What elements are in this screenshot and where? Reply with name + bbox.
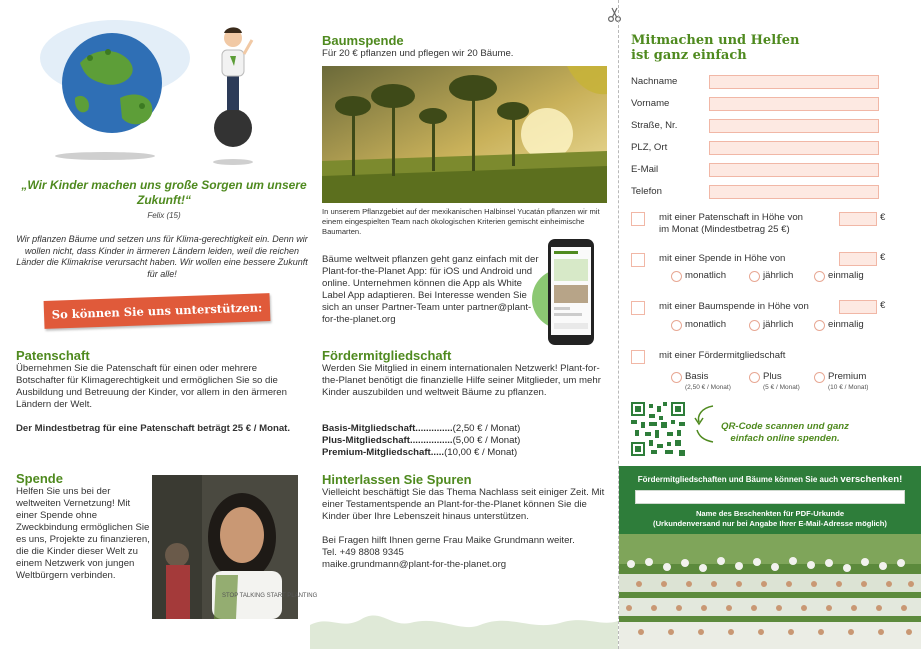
earth-illustration [60,18,280,168]
form-panel [618,0,920,649]
contact-phone: Tel. +49 8808 9345 [322,547,404,558]
contact-block [322,535,612,571]
opt-baum-label: mit einer Baumspende in Höhe von [659,301,809,312]
plz-ort-field[interactable] [709,141,879,155]
gift-caption: Name des Beschenkten für PDF-Urkunde (Urkundenversand nur bei Angabe Ihrer E-Mail-Adresse möglich) [653,509,887,528]
crowd-photo [619,534,921,649]
radio-label-jaehrlich: jährlich [763,270,794,281]
patenschaft-title: Patenschaft [16,348,90,363]
baumspende-checkbox[interactable] [631,301,645,315]
level-basis: Basis-Mitgliedschaft .............. (2,50 € / Monat) [322,423,521,434]
tier-price-premium: (10 € / Monat) [828,384,869,391]
patenschaft-checkbox[interactable] [631,212,645,226]
foerder-text: Werden Sie Mitglied in einem internationalen Netzwerk! Plant-for-the-Planet benötigt die finanzielle Hilfe seiner Mitglieder, um mehr Kinder auszubilden und weltweit Bäume zu pflanzen. [322,363,601,398]
patenschaft-text: Übernehmen Sie die Patenschaft für einen oder mehrere Botschafter für Klimagerechtigkeit und ermöglichen Sie so die Ausbildung und Betreuung der Kinder, vor allem in den ärmeren Ländern der Welt. [16,363,287,410]
hinterlassen-title: Hinterlassen Sie Spuren [322,472,472,487]
intro-text: Wir pflanzen Bäume und setzen uns für Klima-gerechtigkeit ein. Denn wir wollen nicht, dass Kinder in ärmeren Ländern leiden, weil die reichen Länder die Klimakrise verursacht haben. Wir wollen eine bessere Zukunft für alle! [16,234,308,279]
qr-code-icon[interactable] [631,402,685,456]
foerder-title: Fördermitgliedschaft [322,348,452,363]
spende-radio-einmalig[interactable] [814,271,825,282]
baumspende-amount-field[interactable] [839,300,877,314]
field-label-email: E-Mail [631,164,659,175]
tier-label-basis: Basis [685,371,709,382]
form-title: Mitmachen und Helfen ist ganz einfach [631,33,800,63]
level-plus: Plus-Mitgliedschaft ................ (5,00 € / Monat) [322,435,521,446]
email-field[interactable] [709,163,879,177]
radio-label-einmalig: einmalig [828,319,864,330]
tier-radio-premium[interactable] [814,372,825,383]
shirt-text: STOP TALKING START PLANTING [222,593,318,599]
baumspende-subtitle: Für 20 € pflanzen und pflegen wir 20 Bäume. [322,48,514,59]
opt-spende-label: mit einer Spende in Höhe von [659,253,786,264]
gift-panel [619,466,921,649]
tier-radio-basis[interactable] [671,372,682,383]
quote-author: Felix (15) [147,211,181,220]
foerder-checkbox[interactable] [631,350,645,364]
strasse-field[interactable] [709,119,879,133]
phone-app-image [538,237,598,349]
euro-sign: € [880,252,886,263]
girl-photo [152,475,318,619]
field-label-plz: PLZ, Ort [631,142,668,153]
baumspende-title: Baumspende [322,33,404,48]
spende-title: Spende [16,471,63,486]
contact-person: Bei Fragen hilft Ihnen gerne Frau Maike Grundmann weiter. [322,535,575,546]
tree-silhouette-bottom [310,585,618,649]
euro-sign: € [880,300,886,311]
radio-label-monatlich: monatlich [685,270,727,281]
spende-checkbox[interactable] [631,253,645,267]
gift-recipient-field[interactable] [635,490,905,504]
quote: „Wir Kinder machen uns große Sorgen um unsere Zukunft!“ [21,178,307,207]
patenschaft-amount-field[interactable] [839,212,877,226]
radio-label-einmalig: einmalig [828,270,864,281]
tier-price-plus: (5 € / Monat) [763,384,800,391]
vorname-field[interactable] [709,97,879,111]
field-label-nachname: Nachname [631,76,678,87]
nachname-field[interactable] [709,75,879,89]
level-premium: Premium-Mitgliedschaft ..... (10,00 € / Monat) [322,447,518,458]
hinterlassen-text: Vielleicht beschäftigt Sie das Thema Nachlass seit einiger Zeit. Mit einer Testamentspende an Plant-for-the-Planet können Sie die Kinder über Ihre Lebenszeit hinaus unterstützen. [322,487,605,522]
tier-price-basis: (2,50 € / Monat) [685,384,731,391]
euro-sign: € [880,212,886,223]
baum-radio-monatlich[interactable] [671,320,682,331]
field-label-telefon: Telefon [631,186,662,197]
telefon-field[interactable] [709,185,879,199]
gift-heading: Fördermitgliedschaften und Bäume können Sie auch verschenken! [637,474,903,485]
support-banner: So können Sie uns unterstützen: [44,293,271,329]
tier-label-plus: Plus [763,371,782,382]
spende-radio-jaehrlich[interactable] [749,271,760,282]
membership-levels [322,423,562,459]
patenschaft-minimum: Der Mindestbetrag für eine Patenschaft beträgt 25 € / Monat. [16,423,291,434]
left-panel [0,0,318,649]
baum-radio-einmalig[interactable] [814,320,825,331]
forest-photo [322,66,607,203]
app-text: Bäume weltweit pflanzen geht ganz einfach mit der Plant-for-the-Planet App: für iOS und Android und online. Unternehmen können die App als White Label App adaptieren. Bei Interesse wenden Sie sich an unser Partner-Team unter partner@plant-for-the-planet.org [322,254,539,325]
radio-label-jaehrlich: jährlich [763,319,794,330]
radio-label-monatlich: monatlich [685,319,727,330]
tier-label-premium: Premium [828,371,867,382]
tier-radio-plus[interactable] [749,372,760,383]
field-label-strasse: Straße, Nr. [631,120,678,131]
spende-radio-monatlich[interactable] [671,271,682,282]
qr-instruction: QR-Code scannen und ganz einfach online spenden. [721,421,849,444]
field-label-vorname: Vorname [631,98,670,109]
spende-amount-field[interactable] [839,252,877,266]
opt-patenschaft-label: mit einer Patenschaft in Höhe von im Monat (Mindestbetrag 25 €) [659,212,803,235]
middle-panel [310,0,618,649]
baum-radio-jaehrlich[interactable] [749,320,760,331]
forest-caption: In unserem Pflanzgebiet auf der mexikanischen Halbinsel Yucatán pflanzen wir mit einem eingespielten Team nach ökologischen Kriterien gemischt einheimische Baumarten. [322,207,600,236]
contact-email[interactable]: maike.grundmann@plant-for-the-planet.org [322,559,507,570]
spende-text: Helfen Sie uns bei der weltweiten Vernetzung! Mit einer Spende ohne Zweckbindung ermöglichen Sie es uns, Projekte zu finanzieren, die die Kinder dieser Welt zu einem Netzwerk von jungen Weltbürgern verbinden. [16,486,150,581]
opt-foerder-label: mit einer Fördermitgliedschaft [659,350,786,361]
